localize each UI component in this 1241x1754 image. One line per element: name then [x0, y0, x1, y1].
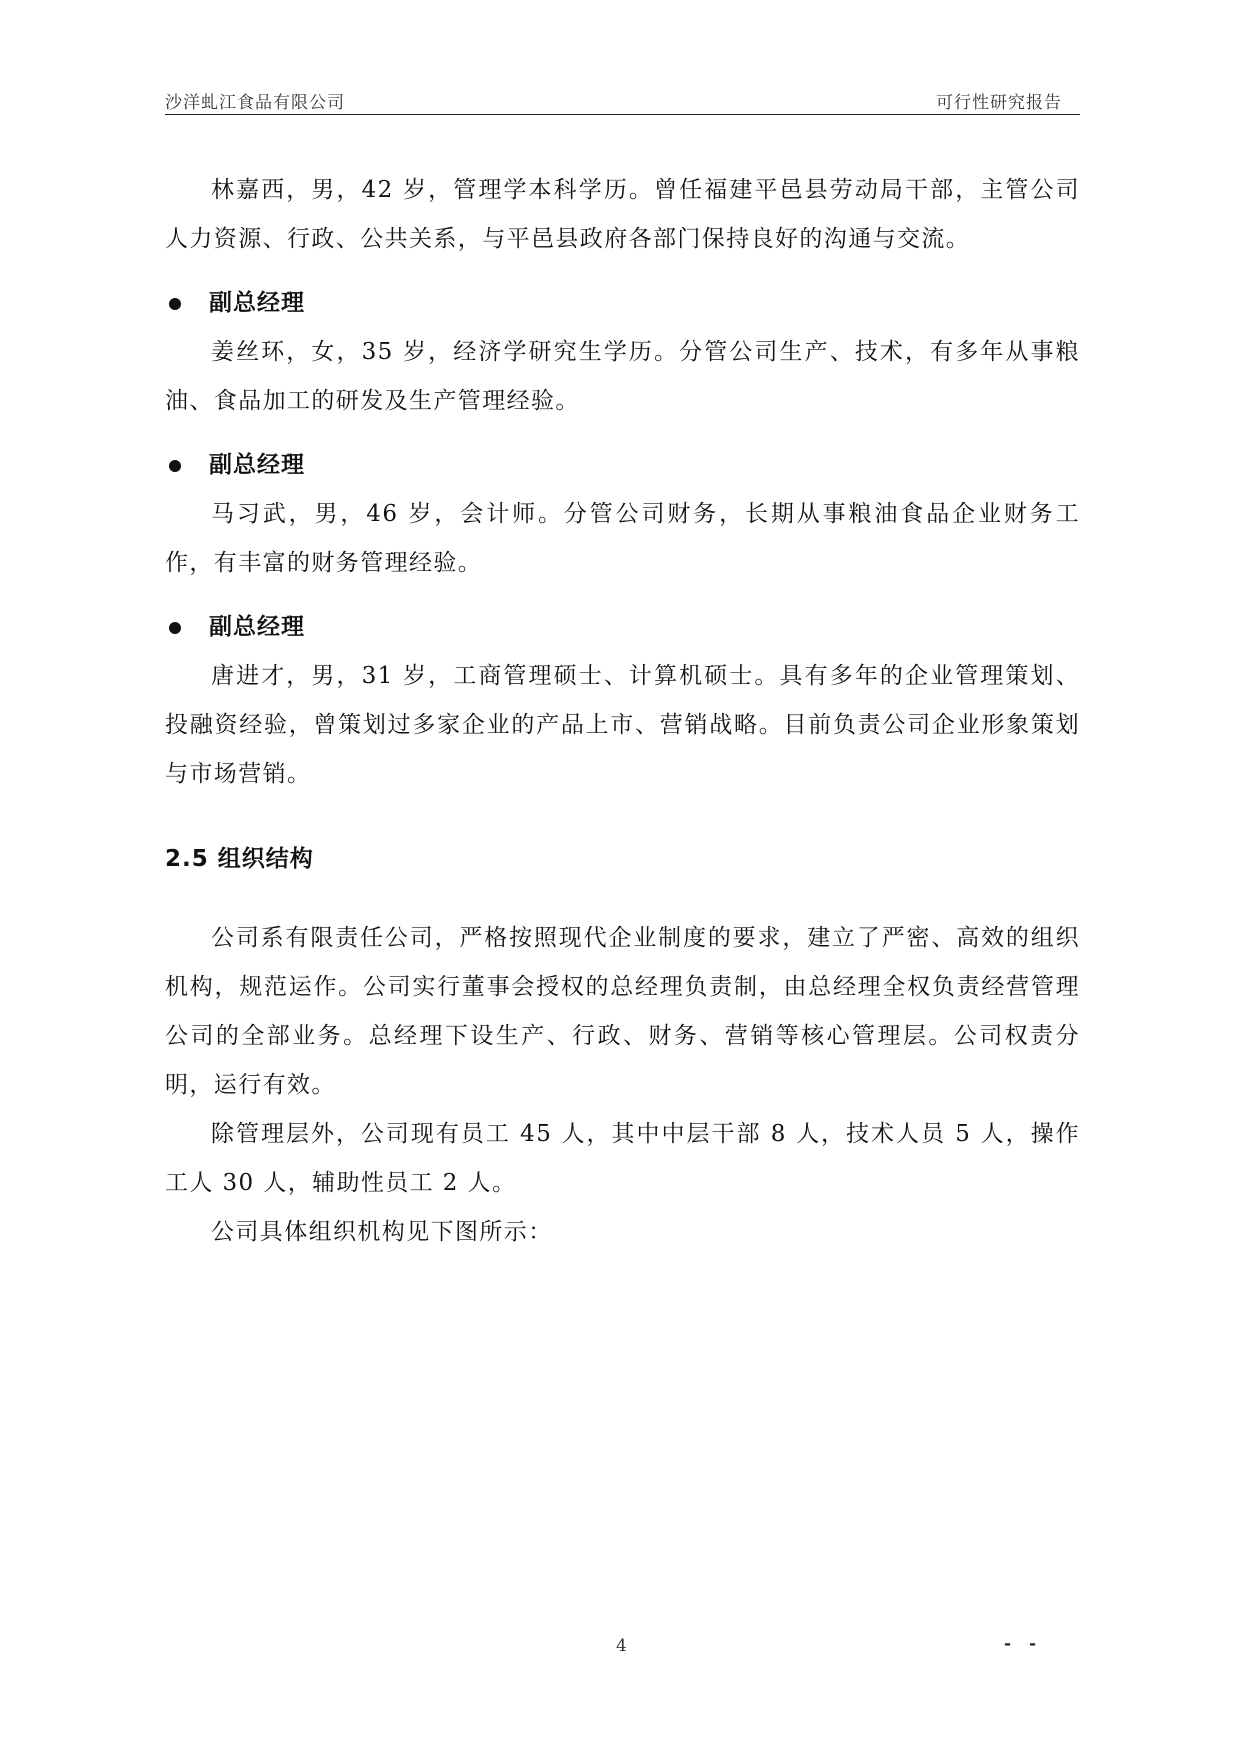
header-document-title: 可行性研究报告 [936, 93, 1062, 113]
section-heading-organization: 2.5 组织结构 [165, 846, 314, 872]
paragraph-jiang-sihuan: 姜丝环，女，35 岁，经济学研究生学历。分管公司生产、技术，有多年从事粮油、食品加工的研发及生产管理经验。 [165, 339, 1080, 414]
bullet-icon [169, 622, 181, 634]
paragraph-org-overview: 公司系有限责任公司，严格按照现代企业制度的要求，建立了严密、高效的组织机构，规范运作。公司实行董事会授权的总经理负责制，由总经理全权负责经营管理公司的全部业务。总经理下设生产、行政、财务、营销等核心管理层。公司权责分明，运行有效。 [165, 925, 1080, 1098]
document-body [165, 166, 1080, 1257]
bullet-heading-vice-gm-2 [165, 441, 1080, 490]
bullet-heading-label: 副总经理 [209, 452, 305, 478]
header-company-name: 沙洋虬江食品有限公司 [165, 93, 345, 113]
footer-marks: - - [1004, 1634, 1043, 1654]
page-number: 4 [616, 1636, 627, 1656]
bullet-heading-label: 副总经理 [209, 614, 305, 640]
paragraph-lin-jiaxi: 林嘉西，男，42 岁，管理学本科学历。曾任福建平邑县劳动局干部，主管公司人力资源、行政、公共关系，与平邑县政府各部门保持良好的沟通与交流。 [165, 177, 1080, 252]
paragraph-staff-count: 除管理层外，公司现有员工 45 人，其中中层干部 8 人，技术人员 5 人，操作工人 30 人，辅助性员工 2 人。 [165, 1121, 1080, 1196]
bullet-heading-label: 副总经理 [209, 290, 305, 316]
paragraph-tang-jincai: 唐进才，男，31 岁，工商管理硕士、计算机硕士。具有多年的企业管理策划、投融资经验，曾策划过多家企业的产品上市、营销战略。目前负责公司企业形象策划与市场营销。 [165, 663, 1080, 787]
paragraph-ma-xiwu: 马习武，男，46 岁，会计师。分管公司财务，长期从事粮油食品企业财务工作，有丰富的财务管理经验。 [165, 501, 1080, 576]
bullet-icon [169, 298, 181, 310]
bullet-heading-vice-gm-3 [165, 603, 1080, 652]
page-header [165, 86, 1080, 115]
paragraph-org-chart-intro: 公司具体组织机构见下图所示： [211, 1219, 553, 1245]
bullet-icon [169, 460, 181, 472]
bullet-heading-vice-gm-1 [165, 279, 1080, 328]
